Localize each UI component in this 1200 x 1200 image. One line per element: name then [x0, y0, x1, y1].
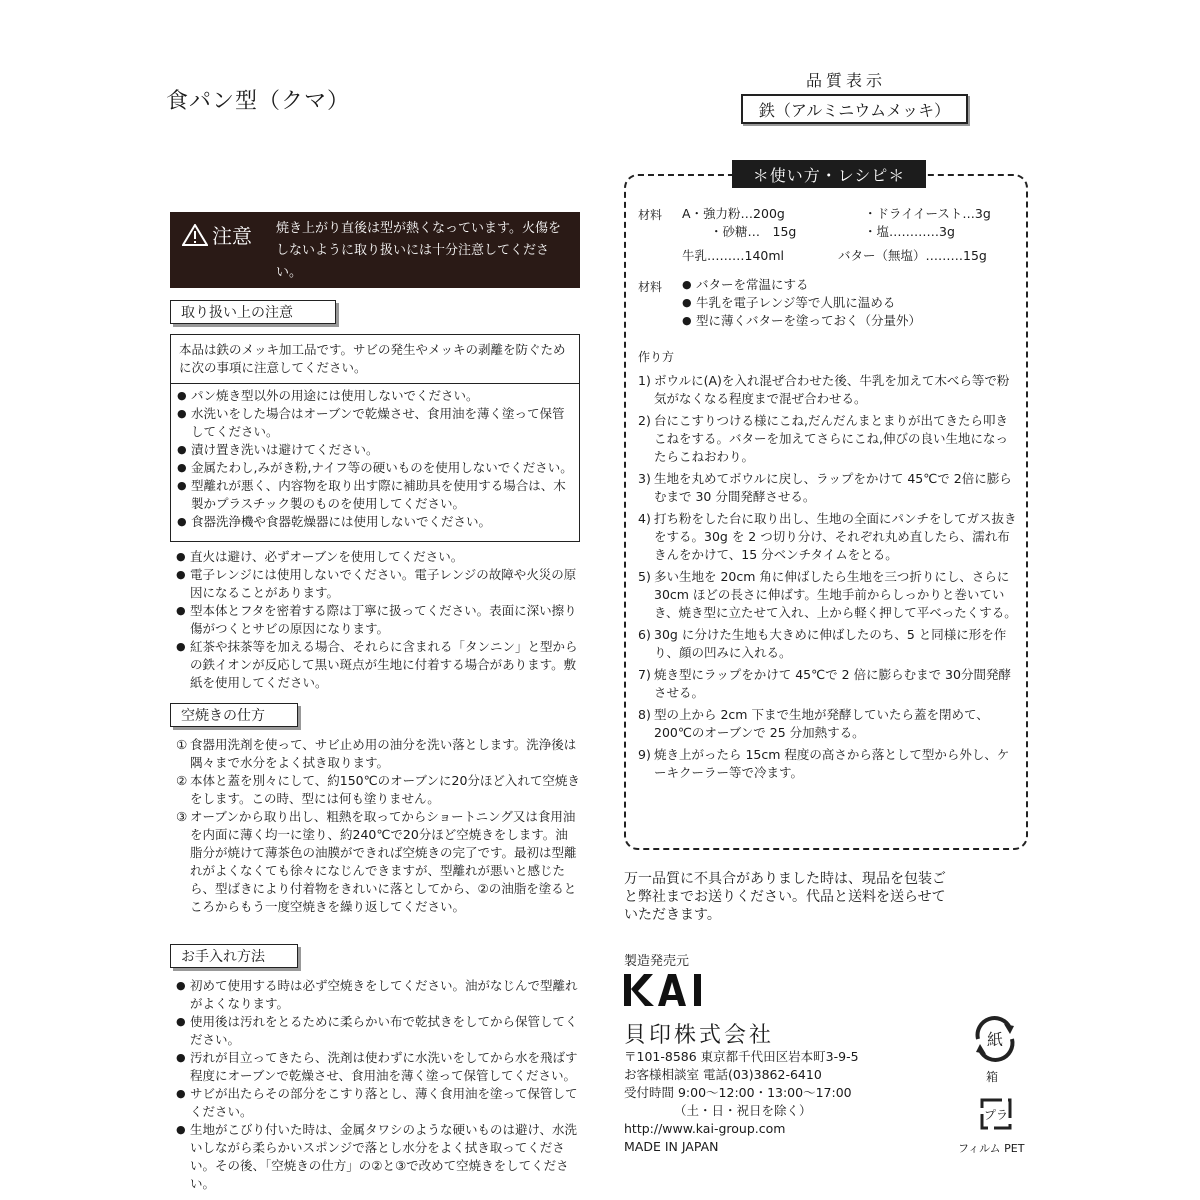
- origin: MADE IN JAPAN: [624, 1139, 719, 1154]
- step-number: ②: [176, 773, 188, 788]
- recipe-title: ＊使い方・レシピ＊: [732, 160, 926, 188]
- method-label: 作り方: [638, 350, 675, 364]
- warning-icon: [182, 224, 208, 246]
- list-item: ● 生地がこびり付いた時は、金属タワシのような硬いものは避け、水洗いしながら柔らかいスポンジで落とし水分をよく拭き取ってください。その後、「空焼きの仕方」の②と③で改めて空焼きをしてください。: [176, 1121, 580, 1193]
- step-text: 焼き型にラップをかけて 45℃で 2 倍に膨らむまで 30分間発酵させる。: [654, 667, 1011, 700]
- step-number: 9): [638, 747, 651, 762]
- list-item: ● 金属たわし,みがき粉,ナイフ等の硬いものを使用しないでください。: [177, 459, 573, 477]
- list-item: ● 牛乳を電子レンジ等で人肌に温める: [682, 294, 1012, 312]
- list-item: [638, 510, 1018, 564]
- handling-heading: 取り扱い上の注意: [170, 300, 336, 324]
- step-text: 焼き上がったら 15cm 程度の高さから落として型から外し、ケーキクーラー等で冷ます。: [654, 747, 1010, 780]
- list-item: ● 型に薄くバターを塗っておく（分量外）: [682, 312, 1012, 330]
- company-address: 〒101-8586 東京都千代田区岩本町3-9-5: [624, 1049, 859, 1064]
- manufacturer-label: 製造発売元: [624, 954, 690, 969]
- list-item: ● 使用後は汚れをとるために柔らかい布で乾拭きをしてから保管してください。: [176, 1013, 580, 1049]
- step-text: 台にこすりつける様にこね,だんだんまとまりが出てきたら叩きこねをする。バターを加えてさらにこね,伸びの良い生地になったらこねおわり。: [654, 413, 1008, 464]
- list-item: [638, 412, 1018, 466]
- ingredient-milk: 牛乳………140ml: [682, 248, 785, 263]
- step-text: 生地を丸めてボウルに戻し、ラップをかけて 45℃で 2倍に膨らむまで 30 分間発酵させる。: [654, 471, 1012, 504]
- business-hours: 受付時間 9:00～12:00・13:00～17:00: [624, 1085, 852, 1100]
- ingredients-label: 材料: [638, 208, 663, 222]
- defect-notice: 万一品質に不具合がありました時は、現品を包装ごと弊社までお送りください。代品と送料を送らせていただきます。: [624, 871, 946, 923]
- care-list: [176, 977, 580, 1193]
- step-number: 4): [638, 511, 651, 526]
- ingredient-butter: バター（無塩）………15g: [838, 248, 987, 263]
- recipe-box: [624, 165, 1028, 850]
- handling-list: [176, 548, 580, 692]
- step-text: ボウルに(A)を入れ混ぜ合わせた後、牛乳を加えて木べら等で粉気がなくなる程度まで混ぜ合わせる。: [654, 373, 1010, 406]
- ingredient-yeast: ・ドライイースト…3g: [864, 206, 991, 221]
- ingredient-flour: A・強力粉…200g: [682, 206, 785, 221]
- step-number: 5): [638, 569, 651, 584]
- paper-mark-text: 紙: [986, 1030, 1004, 1049]
- warning-heading: [182, 220, 252, 249]
- kai-logo: [624, 974, 706, 1006]
- divider: [171, 383, 579, 384]
- list-item: ● 水洗いをした場合はオーブンで乾燥させ、食用油を薄く塗って保管してください。: [177, 405, 573, 441]
- prep-label: 材料: [638, 280, 663, 294]
- list-item: ● 型離れが悪く、内容物を取り出す際に補助具を使用する場合は、木製かプラスチック製のものを使用してください。: [177, 477, 573, 513]
- step-number: ①: [176, 737, 188, 752]
- list-item: ● 電子レンジには使用しないでください。電子レンジの故障や火災の原因になることがあります。: [176, 566, 580, 602]
- company-phone: お客様相談室 電話(03)3862-6410: [624, 1067, 822, 1082]
- ingredient-salt: ・塩…………3g: [864, 224, 955, 239]
- company-name: 貝印株式会社: [624, 1023, 775, 1048]
- list-item: [638, 470, 1018, 506]
- website-url: http://www.kai-group.com: [624, 1121, 786, 1136]
- list-item: ● 食器洗浄機や食器乾燥器には使用しないでください。: [177, 513, 573, 531]
- list-item: ● 漬け置き洗いは避けてください。: [177, 441, 573, 459]
- seasoning-steps: [176, 736, 580, 916]
- holidays: （土・日・祝日を除く）: [674, 1103, 812, 1118]
- step-number: 8): [638, 707, 651, 722]
- ingredient-sugar: ・砂糖… 15g: [710, 224, 797, 239]
- step-text: 本体と蓋を別々にして、約150℃のオーブンに20分ほど入れて空焼きをします。この時、型には何も塗りません。: [190, 773, 580, 806]
- material-box: 鉄（アルミニウムメッキ）: [741, 94, 968, 124]
- recipe-steps: [638, 372, 1018, 786]
- list-item: [176, 772, 580, 808]
- list-item: ● 紅茶や抹茶等を加える場合、それらに含まれる「タンニン」と型からの鉄イオンが反応して黒い斑点が生地に付着する場合があります。敷紙を使用してください。: [176, 638, 580, 692]
- step-text: 食器用洗剤を使って、サビ止め用の油分を洗い落とします。洗浄後は隅々まで水分をよく拭き取ります。: [190, 737, 577, 770]
- quality-label: 品質表示: [806, 71, 887, 90]
- list-item: [176, 808, 580, 916]
- paper-recycle-icon: [970, 1014, 1020, 1064]
- step-text: オーブンから取り出し、粗熱を取ってからショートニング又は食用油を内面に薄く均一に塗り、約240℃で20分ほど空焼きをします。油脂分が焼けて薄茶色の油膜ができれば空焼きの完了です。最初は型離れがよくなくても徐々になじんできますが、型離れが悪いと感じたら、型ばきにより付着物をきれいに落としてから、②の油脂を塗るところからもう一度空焼きを繰り返してください。: [190, 809, 577, 914]
- plastic-recycle-icon: [974, 1092, 1018, 1136]
- step-text: 30g に分けた生地も大きめに伸ばしたのち、5 と同様に形を作り、顔の凹みに入れる。: [654, 627, 1007, 660]
- list-item: ● パン焼き型以外の用途には使用しないでください。: [177, 387, 573, 405]
- list-item: ● 汚れが目立ってきたら、洗剤は使わずに水洗いをしてから水を飛ばす程度にオーブンで乾燥させ、食用油を薄く塗って保管してください。: [176, 1049, 580, 1085]
- list-item: ● 初めて使用する時は必ず空焼きをしてください。油がなじんで型離れがよくなります。: [176, 977, 580, 1013]
- step-number: 3): [638, 471, 651, 486]
- step-number: 7): [638, 667, 651, 682]
- handling-box: [170, 334, 580, 542]
- list-item: ● 直火は避け、必ずオーブンを使用してください。: [176, 548, 580, 566]
- warning-box: [170, 212, 580, 288]
- list-item: [638, 666, 1018, 702]
- list-item: ● サビが出たらその部分をこすり落とし、薄く食用油を塗って保管してください。: [176, 1085, 580, 1121]
- step-number: ③: [176, 809, 188, 824]
- product-title: 食パン型（クマ）: [166, 89, 351, 114]
- care-heading: お手入れ方法: [170, 944, 298, 968]
- step-number: 2): [638, 413, 651, 428]
- handling-boxed-list: [177, 387, 573, 531]
- step-text: 打ち粉をした台に取り出し、生地の全面にパンチをしてガス抜きをする。30g を 2 つ切り分け、それぞれ丸め直したら、濡れ布きんをかけて、15 分ベンチタイムをとる。: [654, 511, 1017, 562]
- seasoning-heading: 空焼きの仕方: [170, 703, 298, 727]
- list-item: ● バターを常温にする: [682, 276, 1012, 294]
- list-item: [638, 372, 1018, 408]
- list-item: [638, 706, 1018, 742]
- company-contact: [624, 1048, 924, 1156]
- plastic-recycle-label: フィルム PET: [958, 1142, 1025, 1155]
- list-item: [638, 568, 1018, 622]
- step-number: 1): [638, 373, 651, 388]
- list-item: [638, 626, 1018, 662]
- list-item: ● 型本体とフタを密着する際は丁寧に扱ってください。表面に深い擦り傷がつくとサビの原因になります。: [176, 602, 580, 638]
- prep-list: [682, 276, 1012, 330]
- handling-intro: 本品は鉄のメッキ加工品です。サビの発生やメッキの剥離を防ぐために次の事項に注意してください。: [179, 342, 566, 375]
- warning-text: 焼き上がり直後は型が熱くなっています。火傷をしないように取り扱いには十分注意してください。: [276, 221, 561, 280]
- list-item: [176, 736, 580, 772]
- warning-heading-text: 注意: [212, 224, 252, 248]
- plastic-mark-text: プラ: [983, 1108, 1009, 1122]
- step-number: 6): [638, 627, 651, 642]
- paper-recycle-label: 箱: [986, 1070, 999, 1084]
- step-text: 多い生地を 20cm 角に伸ばしたら生地を三つ折りにし、さらに 30cm ほどの長さに伸ばす。生地手前からしっかりと巻いていき、焼き型に立たせて入れ、上から軽く押して平べったくする。: [654, 569, 1017, 620]
- step-text: 型の上から 2cm 下まで生地が発酵していたら蓋を閉めて、200℃のオーブンで 25 分加熱する。: [654, 707, 989, 740]
- list-item: [638, 746, 1018, 782]
